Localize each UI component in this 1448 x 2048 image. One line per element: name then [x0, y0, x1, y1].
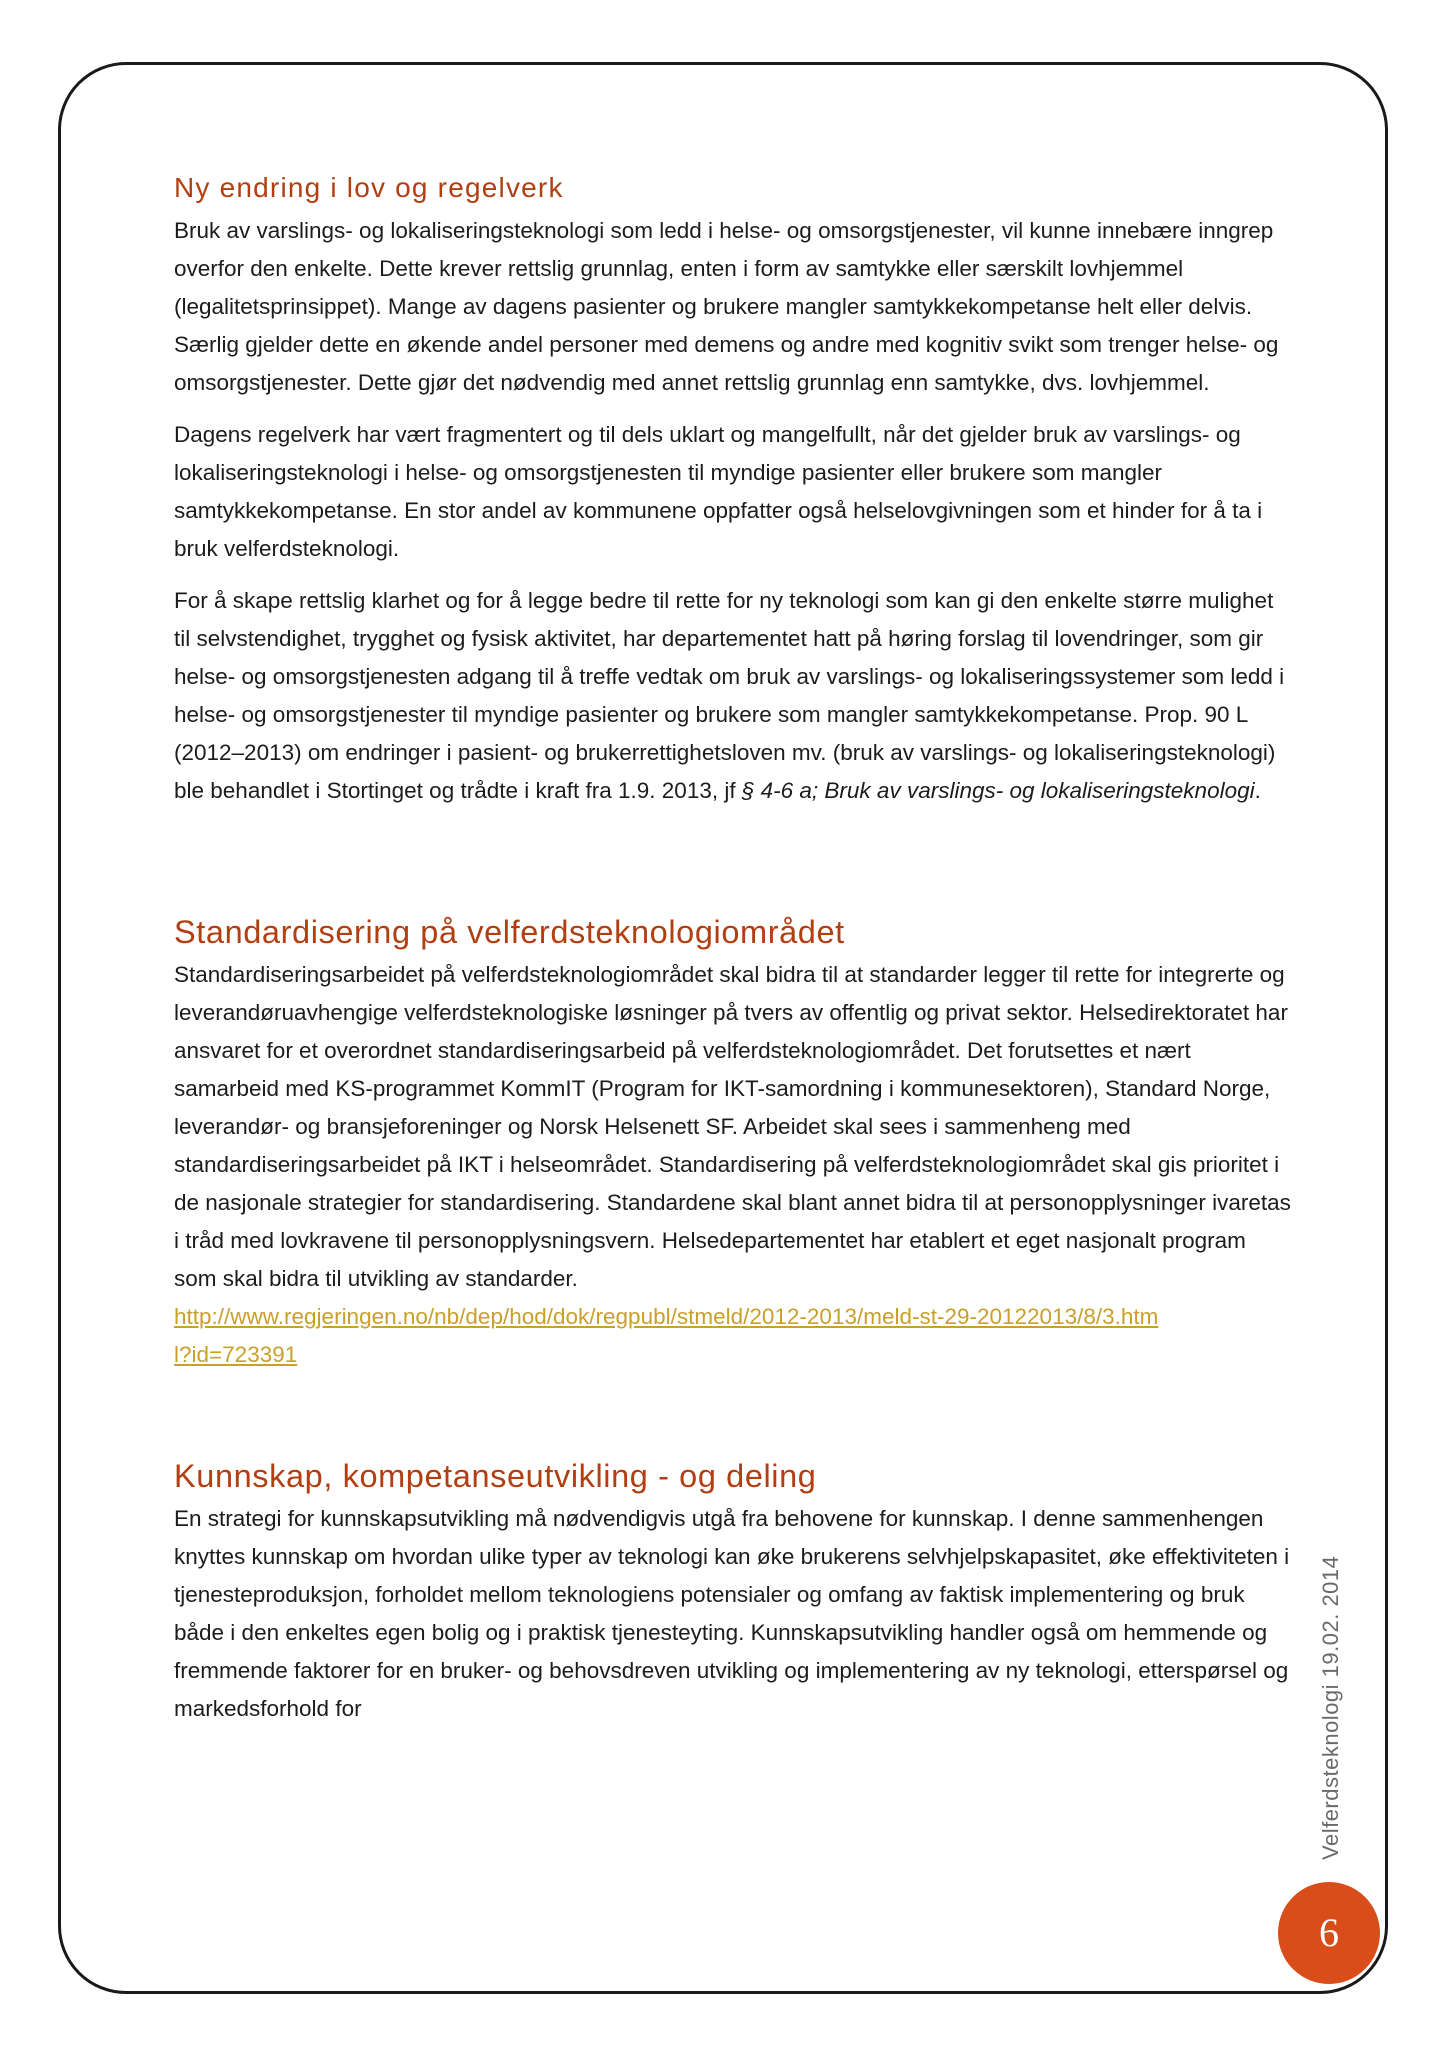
paragraph: Dagens regelverk har vært fragmentert og til dels uklart og mangelfullt, når det gjelder bruk av varslings- og lokaliseringsteknologi i helse- og omsorgstjenesten til myndige pasienter eller brukere som mangler samtykkekompetanse. En stor andel av kommunene oppfatter også helselovgivningen som et hinder for å ta i bruk velferdsteknologi. [174, 422, 1263, 561]
reference-link-paragraph [174, 1298, 1294, 1374]
document-body [174, 168, 1294, 1728]
section-standardisering [174, 910, 1294, 1374]
section-kunnskap [174, 1454, 1294, 1728]
section-lov-regelverk [174, 168, 1294, 810]
side-label: Velferdsteknologi 19.02. 2014 [1318, 1555, 1343, 1860]
paragraph: Bruk av varslings- og lokaliseringsteknologi som ledd i helse- og omsorgstjenester, vil kunne innebære inngrep overfor den enkelte. Dette krever rettslig grunnlag, enten i form av samtykke eller særskilt lovhjemmel (legalitetsprinsippet). Mange av dagens pasienter og brukere mangler samtykkekompetanse helt eller delvis. Særlig gjelder dette en økende andel personer med demens og andre med kognitiv svikt som trenger helse- og omsorgstjenester. Dette gjør det nødvendig med annet rettslig grunnlag enn samtykke, dvs. lovhjemmel. [174, 218, 1279, 395]
paragraph: Standardiseringsarbeidet på velferdsteknologiområdet skal bidra til at standarder legger til rette for integrerte og leverandøruavhengige velferdsteknologiske løsninger på tvers av offentlig og privat sektor. Helsedirektoratet har ansvaret for et overordnet standardiseringsarbeid på velferdsteknologiområdet. Det forutsettes et nært samarbeid med KS-programmet KommIT (Program for IKT-samordning i kommunesektoren), Standard Norge, leverandør- og bransjeforeninger og Norsk Helsenett SF. Arbeidet skal sees i sammenheng med standardiseringsarbeidet på IKT i helseområdet. Standardisering på velferdsteknologiområdet skal gis prioritet i de nasjonale strategier for standardisering. Standardene skal blant annet bidra til at personopplysninger ivaretas i tråd med lovkravene til personopplysningsvern. Helsedepartementet har etablert et eget nasjonalt program som skal bidra til utvikling av standarder. [174, 962, 1291, 1291]
paragraph-text: For å skape rettslig klarhet og for å legge bedre til rette for ny teknologi som kan gi den enkelte større mulighet til selvstendighet, trygghet og fysisk aktivitet, har departementet hatt på høring forslag til lovendringer, som gir helse- og omsorgstjenesten adgang til å treffe vedtak om bruk av varslings- og lokaliseringssystemer som ledd i helse- og omsorgstjenester til myndige pasienter og brukere som mangler samtykkekompetanse. Prop. 90 L (2012–2013) om endringer i pasient- og brukerrettighetsloven mv. (bruk av varslings- og lokaliseringsteknologi) ble behandlet i Stortinget og trådte i kraft fra 1.9. 2013, jf [174, 588, 1285, 803]
page-number-badge: 6 [1278, 1882, 1380, 1984]
law-reference: § 4-6 a; Bruk av varslings- og lokaliseringsteknologi [741, 778, 1255, 803]
paragraph-end: . [1254, 778, 1261, 803]
section-heading: Standardisering på velferdsteknologiområdet [174, 914, 845, 950]
reference-link[interactable]: http://www.regjeringen.no/nb/dep/hod/dok/regpubl/stmeld/2012-2013/meld-st-29-20122013/8/3.html?id=723391 [174, 1304, 1159, 1367]
paragraph: En strategi for kunnskapsutvikling må nødvendigvis utgå fra behovene for kunnskap. I denne sammenhengen knyttes kunnskap om hvordan ulike typer av teknologi kan øke brukerens selvhjelpskapasitet, øke effektiviteten i tjenesteproduksjon, forholdet mellom teknologiens potensialer og omfang av faktisk implementering og bruk både i den enkeltes egen bolig og i praktisk tjenesteyting. Kunnskapsutvikling handler også om hemmende og fremmende faktorer for en bruker- og behovsdreven utvikling og implementering av ny teknologi, etterspørsel og markedsforhold for [174, 1506, 1290, 1721]
section-heading: Kunnskap, kompetanseutvikling - og deling [174, 1458, 817, 1494]
paragraph [174, 582, 1294, 810]
section-heading: Ny endring i lov og regelverk [174, 172, 564, 203]
